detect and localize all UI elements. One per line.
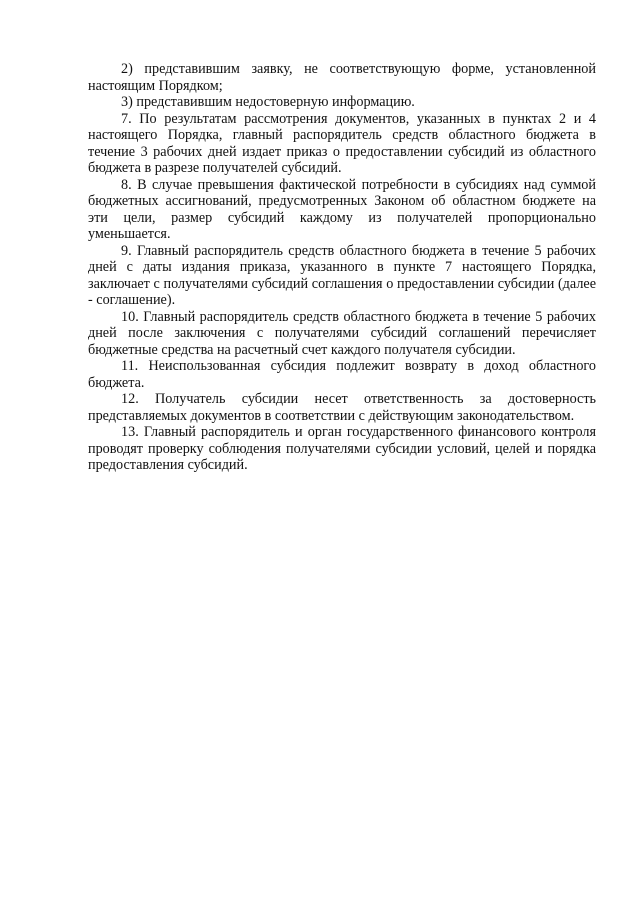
- paragraph-clause-12: 12. Получатель субсидии несет ответственность за достоверность представляемых документов в соответствии с действующим законодательством.: [88, 391, 596, 424]
- paragraph-item-2: 2) представившим заявку, не соответствующую форме, установленной настоящим Порядком;: [88, 61, 596, 94]
- paragraph-clause-10: 10. Главный распорядитель средств областного бюджета в течение 5 рабочих дней после заключения с получателями субсидий соглашений перечисляет бюджетные средства на расчетный счет каждого получателя субсидии.: [88, 308, 596, 358]
- paragraph-clause-8: 8. В случае превышения фактической потребности в субсидиях над суммой бюджетных ассигнований, предусмотренных Законом об областном бюджете на эти цели, размер субсидий каждому из получателей пропорционально уменьшается.: [88, 176, 596, 242]
- paragraph-clause-7: 7. По результатам рассмотрения документов, указанных в пунктах 2 и 4 настоящего Порядка, главный распорядитель средств областного бюджета в течение 3 рабочих дней издает приказ о предоставлении субсидий из областного бюджета в разрезе получателей субсидий.: [88, 110, 596, 176]
- paragraph-clause-9: 9. Главный распорядитель средств областного бюджета в течение 5 рабочих дней с даты издания приказа, указанного в пункте 7 настоящего Порядка, заключает с получателями субсидий соглашения о предоставлении субсидии (далее - соглашение).: [88, 242, 596, 308]
- paragraph-clause-11: 11. Неиспользованная субсидия подлежит возврату в доход областного бюджета.: [88, 358, 596, 391]
- paragraph-clause-13: 13. Главный распорядитель и орган государственного финансового контроля проводят проверку соблюдения получателями субсидии условий, целей и порядка предоставления субсидий.: [88, 424, 596, 473]
- paragraph-item-3: 3) представившим недостоверную информацию.: [121, 94, 415, 110]
- document-page: [88, 61, 596, 474]
